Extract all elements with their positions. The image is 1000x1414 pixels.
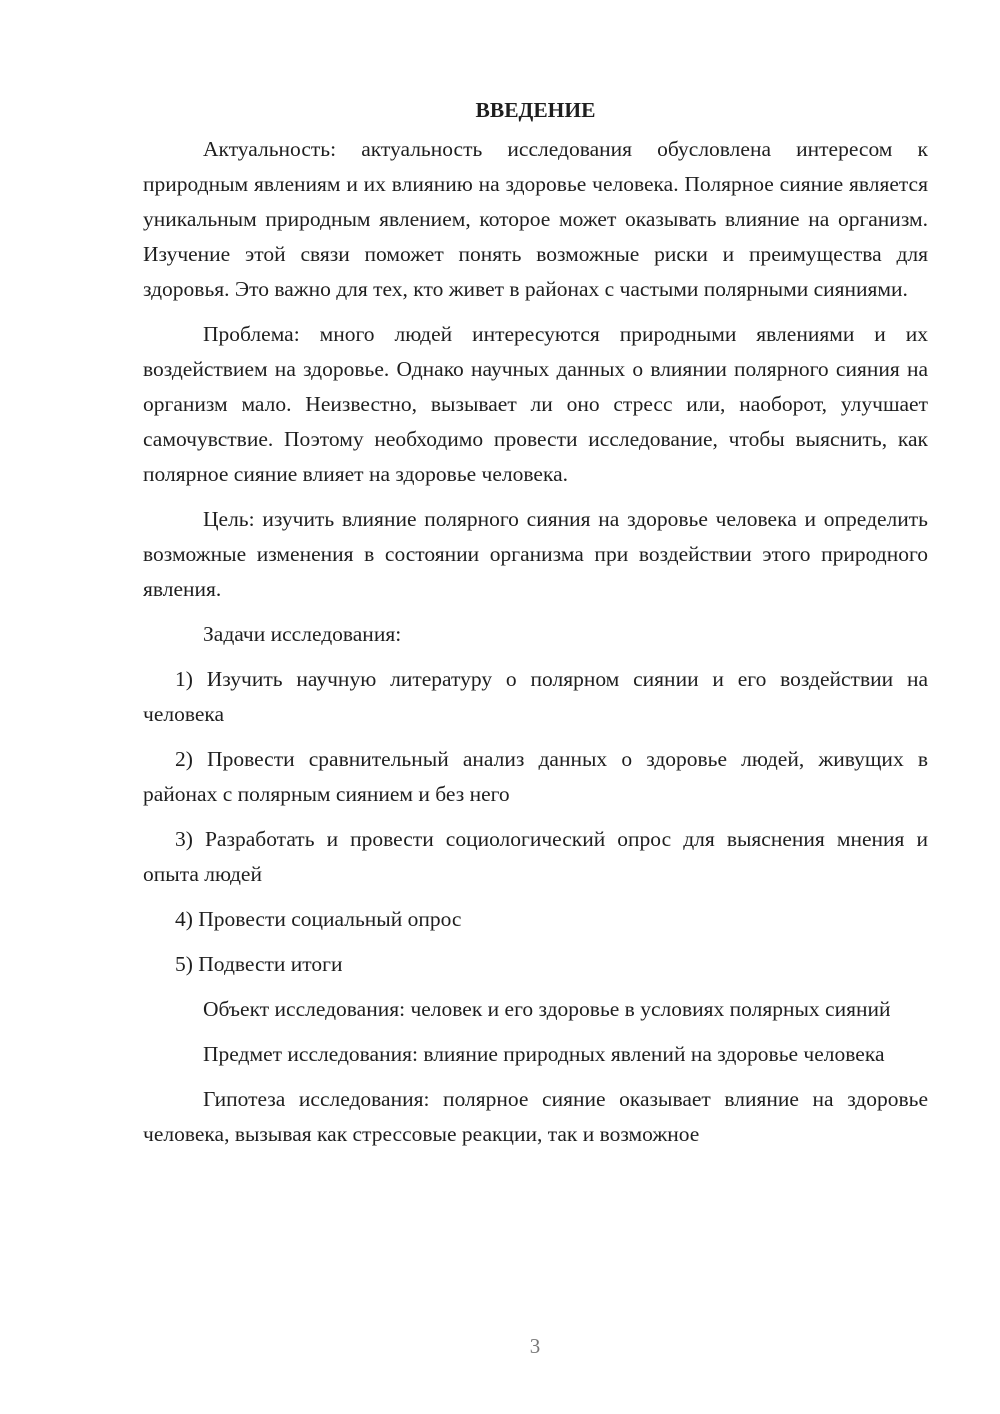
- task-item: 1) Изучить научную литературу о полярном сиянии и его воздействии на человека: [143, 667, 928, 726]
- paragraph-hypothesis: Гипотеза исследования: полярное сияние оказывает влияние на здоровье человека, вызывая как стрессовые реакции, так и возможное: [143, 1087, 928, 1146]
- task-item: 5) Подвести итоги: [175, 952, 343, 976]
- paragraph-problem: Проблема: много людей интересуются природными явлениями и их воздействием на здоровье. Однако научных данных о влиянии полярного сияния на организм мало. Неизвестно, вызывает ли оно стресс или, наоборот, улучшает самочувствие. Поэтому необходимо провести исследование, чтобы выяснить, как полярное сияние влияет на здоровье человека.: [143, 322, 928, 486]
- task-item: 4) Провести социальный опрос: [175, 907, 462, 931]
- page-content: [143, 93, 928, 1162]
- task-item: 2) Провести сравнительный анализ данных о здоровье людей, живущих в районах с полярным сиянием и без него: [143, 747, 928, 806]
- paragraph-goal: Цель: изучить влияние полярного сияния на здоровье человека и определить возможные изменения в состоянии организма при воздействии этого природного явления.: [143, 507, 928, 601]
- paragraph-relevance: Актуальность: актуальность исследования обусловлена интересом к природным явлениям и их влиянию на здоровье человека. Полярное сияние является уникальным природным явлением, которое может оказывать влияние на организм. Изучение этой связи поможет понять возможные риски и преимущества для здоровья. Это важно для тех, кто живет в районах с частыми полярными сияниями.: [143, 137, 928, 301]
- task-item: 3) Разработать и провести социологический опрос для выяснения мнения и опыта людей: [143, 827, 928, 886]
- section-title: ВВЕДЕНИЕ: [475, 98, 596, 122]
- paragraph-object: Объект исследования: человек и его здоровье в условиях полярных сияний: [203, 997, 891, 1021]
- tasks-heading: Задачи исследования:: [203, 622, 402, 646]
- page-number: 3: [529, 1334, 541, 1358]
- paragraph-subject: Предмет исследования: влияние природных явлений на здоровье человека: [203, 1042, 885, 1066]
